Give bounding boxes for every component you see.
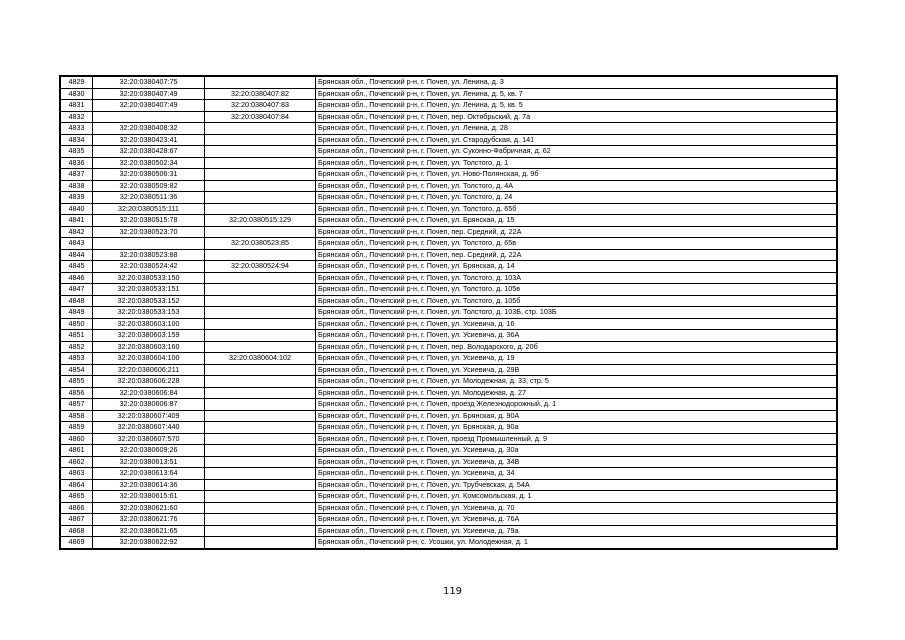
table-row	[60, 249, 837, 261]
address-cell: Брянская обл., Почепский р-н, г. Почеп, ул. Усиевича, д. 34В	[316, 456, 838, 468]
row-number-cell: 4862	[60, 456, 93, 468]
row-number-cell: 4867	[60, 514, 93, 526]
sub-cadastral-number-cell: 32:20:0380407:83	[205, 100, 316, 112]
address-cell: Брянская обл., Почепский р-н, г. Почеп, ул. Молодежная, д. 27	[316, 387, 838, 399]
address-cell: Брянская обл., Почепский р-н, г. Почеп, проезд Железнодорожный, д. 1	[316, 399, 838, 411]
sub-cadastral-number-cell	[205, 76, 316, 88]
sub-cadastral-number-cell	[205, 537, 316, 549]
sub-cadastral-number-cell	[205, 491, 316, 503]
table-row	[60, 157, 837, 169]
row-number-cell: 4845	[60, 261, 93, 273]
cadastral-number-cell: 32:20:0380621:76	[93, 514, 205, 526]
address-cell: Брянская обл., Почепский р-н, г. Почеп, ул. Толстого, д. 24	[316, 192, 838, 204]
table-row	[60, 111, 837, 123]
sub-cadastral-number-cell	[205, 146, 316, 158]
cadastral-number-cell: 32:20:0380523:88	[93, 249, 205, 261]
row-number-cell: 4861	[60, 445, 93, 457]
table-row	[60, 272, 837, 284]
row-number-cell: 4843	[60, 238, 93, 250]
sub-cadastral-number-cell	[205, 387, 316, 399]
address-cell: Брянская обл., Почепский р-н, г. Почеп, ул. Брянская, д. 14	[316, 261, 838, 273]
row-number-cell: 4835	[60, 146, 93, 158]
cadastral-number-cell: 32:20:0380606:228	[93, 376, 205, 388]
address-cell: Брянская обл., Почепский р-н, г. Почеп, ул. Толстого, д. 103А	[316, 272, 838, 284]
page-number: 119	[442, 586, 463, 597]
row-number-cell: 4855	[60, 376, 93, 388]
cadastral-number-cell: 32:20:0380607:409	[93, 410, 205, 422]
row-number-cell: 4849	[60, 307, 93, 319]
cadastral-number-cell: 32:20:0380407:75	[93, 76, 205, 88]
row-number-cell: 4859	[60, 422, 93, 434]
cadastral-number-cell: 32:20:0380607:570	[93, 433, 205, 445]
row-number-cell: 4857	[60, 399, 93, 411]
sub-cadastral-number-cell	[205, 318, 316, 330]
address-cell: Брянская обл., Почепский р-н, г. Почеп, ул. Ленина, д. 28	[316, 123, 838, 135]
address-cell: Брянская обл., Почепский р-н, г. Почеп, ул. Усиевича, д. 79а	[316, 525, 838, 537]
table-row	[60, 307, 837, 319]
cadastral-number-cell: 32:20:0380622:92	[93, 537, 205, 549]
sub-cadastral-number-cell	[205, 249, 316, 261]
table-row	[60, 100, 837, 112]
address-cell: Брянская обл., Почепский р-н, г. Почеп, ул. Усиевича, д. 76А	[316, 514, 838, 526]
cadastral-number-cell: 32:20:0380603:100	[93, 318, 205, 330]
table-row	[60, 76, 837, 88]
row-number-cell: 4858	[60, 410, 93, 422]
address-cell: Брянская обл., Почепский р-н, г. Почеп, ул. Ленина, д. 3	[316, 76, 838, 88]
sub-cadastral-number-cell	[205, 272, 316, 284]
address-cell: Брянская обл., Почепский р-н, г. Почеп, пер. Средний, д. 22А	[316, 226, 838, 238]
address-cell: Брянская обл., Почепский р-н, г. Почеп, ул. Ленина, д. 5, кв. 5	[316, 100, 838, 112]
table-row	[60, 318, 837, 330]
cadastral-number-cell: 32:20:0380533:153	[93, 307, 205, 319]
row-number-cell: 4853	[60, 353, 93, 365]
cadastral-number-cell: 32:20:0380506:31	[93, 169, 205, 181]
cadastral-number-cell: 32:20:0380407:49	[93, 100, 205, 112]
sub-cadastral-number-cell	[205, 376, 316, 388]
address-cell: Брянская обл., Почепский р-н, г. Почеп, ул. Комсомольская, д. 1	[316, 491, 838, 503]
sub-cadastral-number-cell	[205, 226, 316, 238]
address-cell: Брянская обл., Почепский р-н, г. Почеп, ул. Стародубская, д. 141	[316, 134, 838, 146]
cadastral-number-cell: 32:20:0380511:36	[93, 192, 205, 204]
table-row	[60, 422, 837, 434]
sub-cadastral-number-cell	[205, 295, 316, 307]
table-row	[60, 226, 837, 238]
row-number-cell: 4841	[60, 215, 93, 227]
table-row	[60, 399, 837, 411]
address-cell: Брянская обл., Почепский р-н, г. Почеп, ул. Усиевича, д. 16	[316, 318, 838, 330]
sub-cadastral-number-cell: 32:20:0380524:94	[205, 261, 316, 273]
address-cell: Брянская обл., Почепский р-н, г. Почеп, ул. Брянская, д. 90А	[316, 410, 838, 422]
row-number-cell: 4860	[60, 433, 93, 445]
address-cell: Брянская обл., Почепский р-н, г. Почеп, ул. Толстого, д. 103Б, стр. 103Б	[316, 307, 838, 319]
table-row	[60, 238, 837, 250]
address-cell: Брянская обл., Почепский р-н, г. Почеп, проезд Промышленный, д. 9	[316, 433, 838, 445]
row-number-cell: 4868	[60, 525, 93, 537]
sub-cadastral-number-cell	[205, 123, 316, 135]
row-number-cell: 4865	[60, 491, 93, 503]
cadastral-number-cell: 32:20:0380615:61	[93, 491, 205, 503]
table-row	[60, 180, 837, 192]
table-row	[60, 502, 837, 514]
table-row	[60, 215, 837, 227]
table-row	[60, 295, 837, 307]
sub-cadastral-number-cell	[205, 180, 316, 192]
row-number-cell: 4846	[60, 272, 93, 284]
address-cell: Брянская обл., Почепский р-н, г. Почеп, ул. Толстого, д. 65в	[316, 238, 838, 250]
table-row	[60, 537, 837, 549]
cadastral-number-cell: 32:20:0380613:64	[93, 468, 205, 480]
table-row	[60, 456, 837, 468]
sub-cadastral-number-cell	[205, 468, 316, 480]
address-cell: Брянская обл., Почепский р-н, г. Почеп, ул. Усиевича, д. 19	[316, 353, 838, 365]
cadastral-number-cell: 32:20:0380423:41	[93, 134, 205, 146]
cadastral-number-cell	[93, 111, 205, 123]
sub-cadastral-number-cell	[205, 502, 316, 514]
cadastral-number-cell: 32:20:0380533:150	[93, 272, 205, 284]
row-number-cell: 4852	[60, 341, 93, 353]
address-cell: Брянская обл., Почепский р-н, г. Почеп, ул. Трубчевская, д. 54А	[316, 479, 838, 491]
sub-cadastral-number-cell	[205, 169, 316, 181]
address-cell: Брянская обл., Почепский р-н, г. Почеп, ул. Суконно-Фабричная, д. 62	[316, 146, 838, 158]
sub-cadastral-number-cell: 32:20:0380523:85	[205, 238, 316, 250]
address-cell: Брянская обл., Почепский р-н, г. Почеп, пер. Володарского, д. 20б	[316, 341, 838, 353]
sub-cadastral-number-cell	[205, 445, 316, 457]
table-row	[60, 468, 837, 480]
sub-cadastral-number-cell: 32:20:0380407:84	[205, 111, 316, 123]
sub-cadastral-number-cell: 32:20:0380407:82	[205, 88, 316, 100]
address-cell: Брянская обл., Почепский р-н, г. Почеп, ул. Брянская, д. 90а	[316, 422, 838, 434]
row-number-cell: 4850	[60, 318, 93, 330]
table-row	[60, 203, 837, 215]
table-row	[60, 123, 837, 135]
row-number-cell: 4848	[60, 295, 93, 307]
cadastral-number-cell: 32:20:0380603:160	[93, 341, 205, 353]
row-number-cell: 4842	[60, 226, 93, 238]
cadastral-number-cell: 32:20:0380621:60	[93, 502, 205, 514]
table-row	[60, 364, 837, 376]
address-cell: Брянская обл., Почепский р-н, г. Почеп, ул. Усиевича, д. 70	[316, 502, 838, 514]
sub-cadastral-number-cell	[205, 203, 316, 215]
table-row	[60, 376, 837, 388]
row-number-cell: 4838	[60, 180, 93, 192]
cadastral-number-cell: 32:20:0380509:82	[93, 180, 205, 192]
table-row	[60, 433, 837, 445]
cadastral-number-cell: 32:20:0380523:70	[93, 226, 205, 238]
table-row	[60, 353, 837, 365]
address-cell: Брянская обл., Почепский р-н, г. Почеп, ул. Толстого, д. 105в	[316, 284, 838, 296]
address-cell: Брянская обл., Почепский р-н, г. Почеп, ул. Усиевича, д. 36А	[316, 330, 838, 342]
row-number-cell: 4844	[60, 249, 93, 261]
sub-cadastral-number-cell: 32:20:0380604:102	[205, 353, 316, 365]
cadastral-number-cell: 32:20:0380606:84	[93, 387, 205, 399]
table-row	[60, 491, 837, 503]
address-cell: Брянская обл., Почепский р-н, г. Почеп, ул. Усиевича, д. 34	[316, 468, 838, 480]
row-number-cell: 4854	[60, 364, 93, 376]
row-number-cell: 4836	[60, 157, 93, 169]
row-number-cell: 4833	[60, 123, 93, 135]
sub-cadastral-number-cell	[205, 192, 316, 204]
address-cell: Брянская обл., Почепский р-н, г. Почеп, ул. Ленина, д. 5, кв. 7	[316, 88, 838, 100]
cadastral-number-cell: 32:20:0380428:67	[93, 146, 205, 158]
address-cell: Брянская обл., Почепский р-н, г. Почеп, ул. Молодежная, д. 33, стр. 5	[316, 376, 838, 388]
cadastral-number-cell: 32:20:0380607:440	[93, 422, 205, 434]
table-row	[60, 146, 837, 158]
sub-cadastral-number-cell	[205, 433, 316, 445]
sub-cadastral-number-cell	[205, 422, 316, 434]
table-row	[60, 169, 837, 181]
sub-cadastral-number-cell	[205, 410, 316, 422]
cadastral-number-cell	[93, 238, 205, 250]
sub-cadastral-number-cell	[205, 307, 316, 319]
sub-cadastral-number-cell	[205, 525, 316, 537]
row-number-cell: 4851	[60, 330, 93, 342]
cadastral-number-cell: 32:20:0380609:26	[93, 445, 205, 457]
sub-cadastral-number-cell	[205, 341, 316, 353]
row-number-cell: 4866	[60, 502, 93, 514]
table-row	[60, 445, 837, 457]
address-cell: Брянская обл., Почепский р-н, г. Почеп, ул. Ново-Полянская, д. 9б	[316, 169, 838, 181]
cadastral-number-cell: 32:20:0380613:51	[93, 456, 205, 468]
property-register-table	[59, 75, 838, 550]
address-cell: Брянская обл., Почепский р-н, г. Почеп, ул. Толстого, д. 105б	[316, 295, 838, 307]
table-row	[60, 410, 837, 422]
cadastral-number-cell: 32:20:0380408:32	[93, 123, 205, 135]
cadastral-number-cell: 32:20:0380603:159	[93, 330, 205, 342]
table-row	[60, 387, 837, 399]
cadastral-number-cell: 32:20:0380606:87	[93, 399, 205, 411]
row-number-cell: 4863	[60, 468, 93, 480]
address-cell: Брянская обл., Почепский р-н, г. Почеп, ул. Усиевича, д. 30а	[316, 445, 838, 457]
sub-cadastral-number-cell	[205, 330, 316, 342]
table-row	[60, 261, 837, 273]
sub-cadastral-number-cell	[205, 364, 316, 376]
table-row	[60, 284, 837, 296]
row-number-cell: 4869	[60, 537, 93, 549]
sub-cadastral-number-cell	[205, 399, 316, 411]
sub-cadastral-number-cell	[205, 456, 316, 468]
address-cell: Брянская обл., Почепский р-н, с. Усошки, ул. Молодежная, д. 1	[316, 537, 838, 549]
sub-cadastral-number-cell	[205, 157, 316, 169]
table-row	[60, 514, 837, 526]
cadastral-number-cell: 32:20:0380533:151	[93, 284, 205, 296]
address-cell: Брянская обл., Почепский р-н, г. Почеп, ул. Толстого, д. 4А	[316, 180, 838, 192]
row-number-cell: 4864	[60, 479, 93, 491]
table-row	[60, 341, 837, 353]
table-row	[60, 88, 837, 100]
cadastral-number-cell: 32:20:0380407:49	[93, 88, 205, 100]
cadastral-number-cell: 32:20:0380606:211	[93, 364, 205, 376]
sub-cadastral-number-cell	[205, 284, 316, 296]
cadastral-number-cell: 32:20:0380524:42	[93, 261, 205, 273]
address-cell: Брянская обл., Почепский р-н, г. Почеп, пер. Средний, д. 22А	[316, 249, 838, 261]
cadastral-number-cell: 32:20:0380604:100	[93, 353, 205, 365]
table-row	[60, 479, 837, 491]
row-number-cell: 4840	[60, 203, 93, 215]
address-cell: Брянская обл., Почепский р-н, г. Почеп, ул. Толстого, д. 1	[316, 157, 838, 169]
cadastral-number-cell: 32:20:0380621:65	[93, 525, 205, 537]
row-number-cell: 4829	[60, 76, 93, 88]
table-row	[60, 330, 837, 342]
sub-cadastral-number-cell	[205, 479, 316, 491]
row-number-cell: 4839	[60, 192, 93, 204]
table-row	[60, 134, 837, 146]
row-number-cell: 4834	[60, 134, 93, 146]
cadastral-number-cell: 32:20:0380614:36	[93, 479, 205, 491]
sub-cadastral-number-cell: 32:20:0380515:129	[205, 215, 316, 227]
row-number-cell: 4832	[60, 111, 93, 123]
register-table-body	[60, 76, 837, 549]
sub-cadastral-number-cell	[205, 514, 316, 526]
address-cell: Брянская обл., Почепский р-н, г. Почеп, ул. Усиевича, д. 29В	[316, 364, 838, 376]
row-number-cell: 4831	[60, 100, 93, 112]
cadastral-number-cell: 32:20:0380515:78	[93, 215, 205, 227]
cadastral-number-cell: 32:20:0380502:34	[93, 157, 205, 169]
row-number-cell: 4847	[60, 284, 93, 296]
cadastral-number-cell: 32:20:0380533:152	[93, 295, 205, 307]
sub-cadastral-number-cell	[205, 134, 316, 146]
cadastral-number-cell: 32:20:0380515:111	[93, 203, 205, 215]
table-row	[60, 192, 837, 204]
row-number-cell: 4837	[60, 169, 93, 181]
table-row	[60, 525, 837, 537]
register-sheet	[59, 75, 838, 550]
address-cell: Брянская обл., Почепский р-н, г. Почеп, ул. Брянская, д. 15	[316, 215, 838, 227]
row-number-cell: 4856	[60, 387, 93, 399]
row-number-cell: 4830	[60, 88, 93, 100]
address-cell: Брянская обл., Почепский р-н, г. Почеп, пер. Октябрьский, д. 7а	[316, 111, 838, 123]
address-cell: Брянская обл., Почепский р-н, г. Почеп, ул. Толстого, д. 65б	[316, 203, 838, 215]
